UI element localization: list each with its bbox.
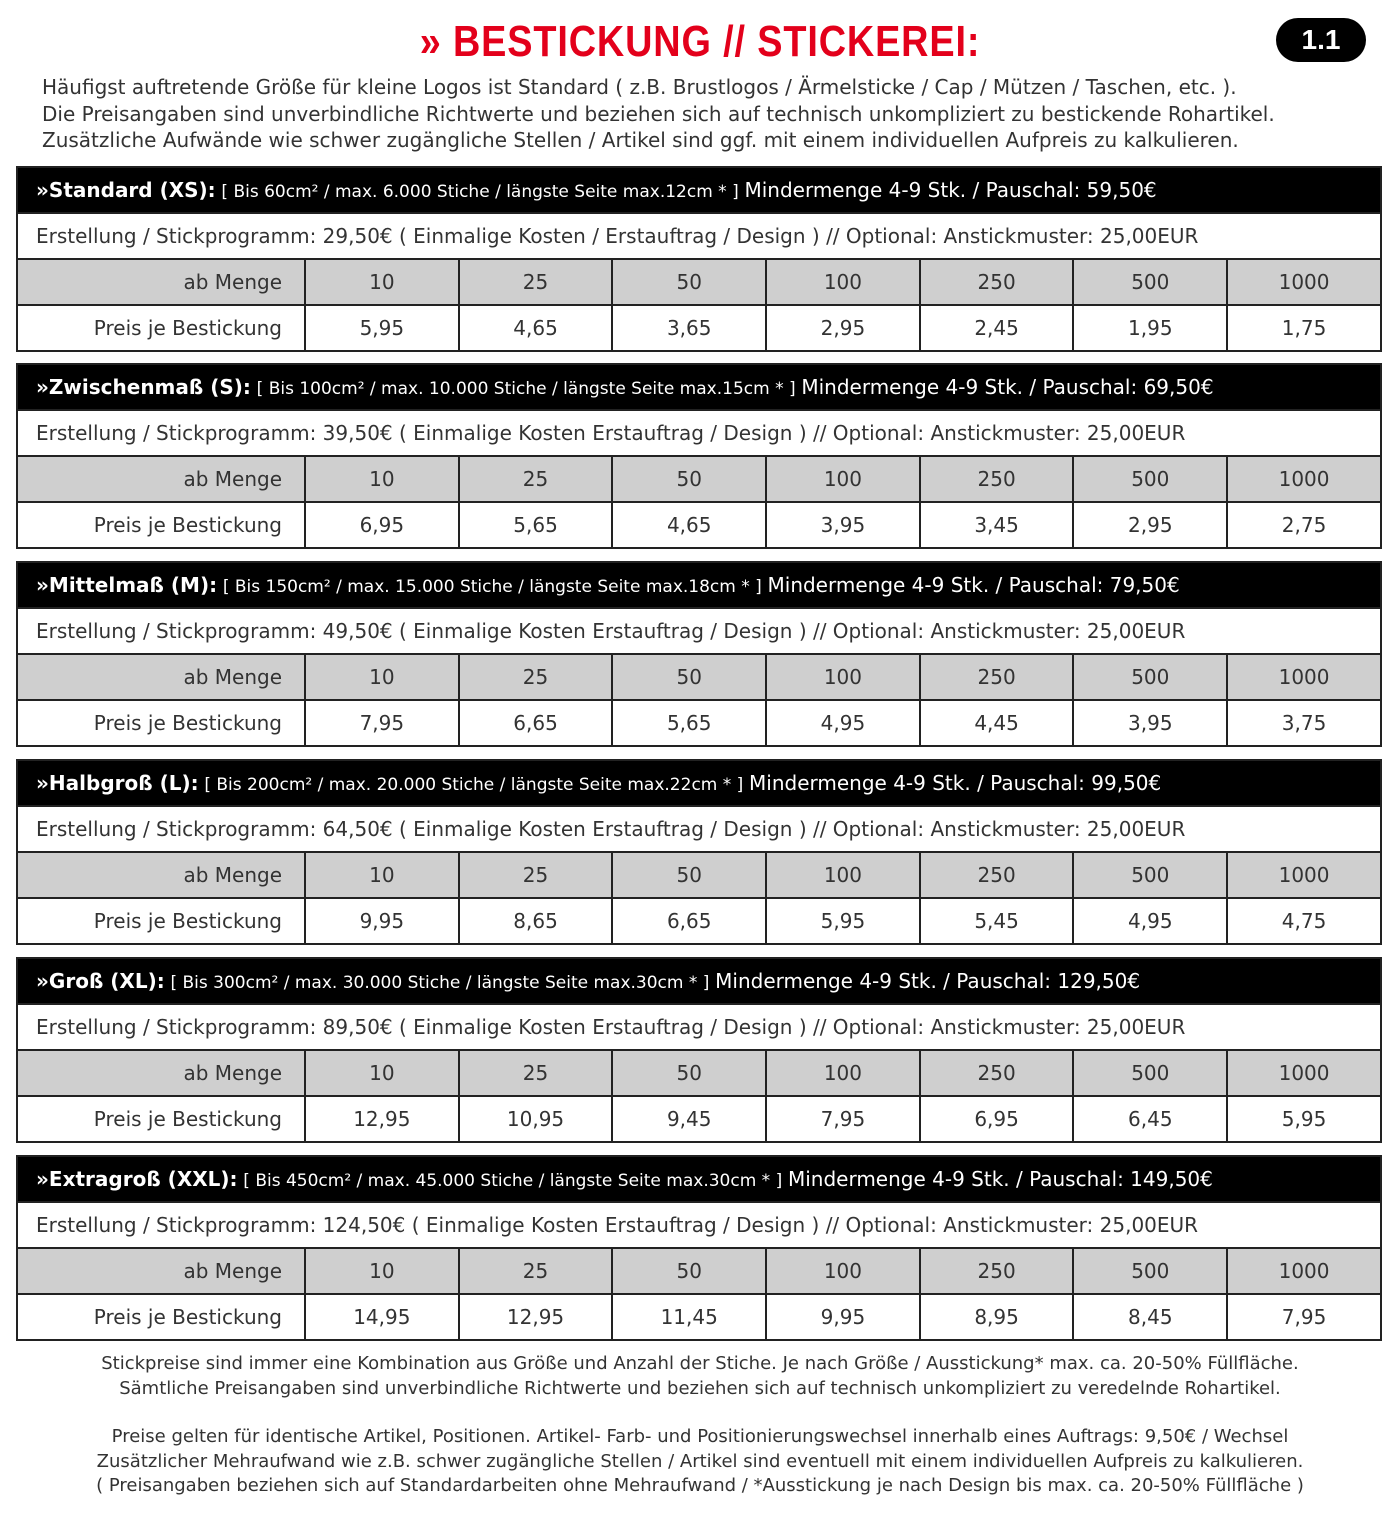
quantity-cell: 250 <box>921 1249 1075 1293</box>
quantity-row <box>18 851 1380 897</box>
price-row <box>18 304 1380 350</box>
size-spec: [ Bis 60cm² / max. 6.000 Stiche / längste Seite max.12cm * ] <box>221 182 739 202</box>
chevron-right-icon: » <box>36 969 49 993</box>
creation-cost-row: Erstellung / Stickprogramm: 49,50€ ( Einmalige Kosten Erstauftrag / Design ) // Optional: Anstickmuster: 25,00EUR <box>18 607 1380 653</box>
quantity-cell: 250 <box>921 655 1075 699</box>
price-cell: 12,95 <box>306 1097 460 1141</box>
footer-line: Preise gelten für identische Artikel, Positionen. Artikel- Farb- und Positionierungswechsel innerhalb eines Auftrags: 9,50€ / Wechsel <box>111 1426 1289 1447</box>
quantity-label: ab Menge <box>18 1051 306 1095</box>
price-cell: 7,95 <box>767 1097 921 1141</box>
creation-cost-row: Erstellung / Stickprogramm: 124,50€ ( Einmalige Kosten Erstauftrag / Design ) // Optional: Anstickmuster: 25,00EUR <box>18 1201 1380 1247</box>
quantity-label: ab Menge <box>18 457 306 501</box>
price-cell: 9,95 <box>767 1295 921 1339</box>
creation-cost-row: Erstellung / Stickprogramm: 89,50€ ( Einmalige Kosten Erstauftrag / Design ) // Optional: Anstickmuster: 25,00EUR <box>18 1003 1380 1049</box>
quantity-cell: 500 <box>1074 655 1228 699</box>
quantity-cell: 1000 <box>1278 665 1330 689</box>
size-name: Groß (XL): <box>48 969 165 993</box>
intro-line: Zusätzliche Aufwände wie schwer zugängliche Stellen / Artikel sind ggf. mit einem individuellen Aufpreis zu kalkulieren. <box>42 128 1239 152</box>
table-header <box>18 1157 1380 1201</box>
table-header <box>18 563 1380 607</box>
creation-cost-row: Erstellung / Stickprogramm: 39,50€ ( Einmalige Kosten Erstauftrag / Design ) // Optional: Anstickmuster: 25,00EUR <box>18 409 1380 455</box>
price-label: Preis je Bestickung <box>18 1295 306 1339</box>
price-cell: 4,45 <box>921 701 1075 745</box>
quantity-cell: 100 <box>767 260 921 304</box>
price-cell: 4,65 <box>460 306 614 350</box>
quantity-label: ab Menge <box>18 853 306 897</box>
price-cell: 12,95 <box>460 1295 614 1339</box>
price-cell: 6,45 <box>1074 1097 1228 1141</box>
minimum-order-info: Mindermenge 4-9 Stk. / Pauschal: 149,50€ <box>787 1167 1213 1191</box>
size-name: Standard (XS): <box>48 178 216 202</box>
chevron-right-icon: » <box>36 771 49 795</box>
size-spec: [ Bis 100cm² / max. 10.000 Stiche / längste Seite max.15cm * ] <box>256 379 796 399</box>
price-cell: 6,95 <box>921 1097 1075 1141</box>
creation-cost-row: Erstellung / Stickprogramm: 29,50€ ( Einmalige Kosten / Erstauftrag / Design ) // Optional: Anstickmuster: 25,00EUR <box>18 212 1380 258</box>
quantity-cell: 250 <box>921 1051 1075 1095</box>
price-cell: 6,65 <box>460 701 614 745</box>
intro-line: Die Preisangaben sind unverbindliche Richtwerte und beziehen sich auf technisch unkompliziert zu bestickende Rohartikel. <box>42 101 1275 126</box>
quantity-cell: 10 <box>306 1051 460 1095</box>
price-cell: 1,75 <box>1281 316 1327 340</box>
price-cell: 3,45 <box>921 503 1075 547</box>
price-label: Preis je Bestickung <box>18 899 306 943</box>
price-row <box>18 897 1380 943</box>
price-cell: 8,45 <box>1074 1295 1228 1339</box>
quantity-cell: 50 <box>613 655 767 699</box>
quantity-cell: 25 <box>460 853 614 897</box>
quantity-cell: 25 <box>460 260 614 304</box>
quantity-cell: 100 <box>767 1249 921 1293</box>
price-cell: 11,45 <box>613 1295 767 1339</box>
price-cell: 2,75 <box>1281 513 1327 537</box>
price-label: Preis je Bestickung <box>18 503 306 547</box>
price-table <box>16 759 1382 945</box>
minimum-order-info: Mindermenge 4-9 Stk. / Pauschal: 129,50€ <box>715 969 1141 993</box>
price-cell: 5,45 <box>921 899 1075 943</box>
size-name: Extragroß (XXL): <box>48 1167 238 1191</box>
quantity-cell: 500 <box>1074 853 1228 897</box>
page-number-badge: 1.1 <box>1276 18 1366 62</box>
quantity-cell: 100 <box>767 655 921 699</box>
size-spec: [ Bis 450cm² / max. 45.000 Stiche / längste Seite max.30cm * ] <box>243 1171 783 1191</box>
price-row <box>18 699 1380 745</box>
footer-notes-a <box>0 1352 1400 1401</box>
price-cell: 3,95 <box>767 503 921 547</box>
chevron-right-icon: » <box>36 573 49 597</box>
price-cell: 5,65 <box>613 701 767 745</box>
quantity-cell: 1000 <box>1278 863 1330 887</box>
price-cell: 2,95 <box>1074 503 1228 547</box>
table-header <box>18 168 1380 212</box>
minimum-order-info: Mindermenge 4-9 Stk. / Pauschal: 69,50€ <box>801 375 1214 399</box>
creation-cost-row: Erstellung / Stickprogramm: 64,50€ ( Einmalige Kosten Erstauftrag / Design ) // Optional: Anstickmuster: 25,00EUR <box>18 805 1380 851</box>
quantity-cell: 500 <box>1074 1249 1228 1293</box>
price-cell: 3,75 <box>1281 711 1327 735</box>
price-cell: 5,95 <box>767 899 921 943</box>
quantity-cell: 10 <box>306 260 460 304</box>
quantity-cell: 1000 <box>1278 467 1330 491</box>
footer-line: Stickpreise sind immer eine Kombination aus Größe und Anzahl der Stiche. Je nach Größe / Ausstickung* max. ca. 20-50% Füllfläche. <box>101 1353 1299 1374</box>
quantity-cell: 250 <box>921 853 1075 897</box>
price-table <box>16 166 1382 352</box>
price-cell: 14,95 <box>306 1295 460 1339</box>
chevron-right-icon: » <box>36 375 49 399</box>
price-label: Preis je Bestickung <box>18 306 306 350</box>
price-cell: 5,65 <box>460 503 614 547</box>
minimum-order-info: Mindermenge 4-9 Stk. / Pauschal: 79,50€ <box>767 573 1180 597</box>
price-cell: 8,95 <box>921 1295 1075 1339</box>
quantity-row <box>18 1247 1380 1293</box>
quantity-row <box>18 455 1380 501</box>
footer-line: Zusätzlicher Mehraufwand wie z.B. schwer zugängliche Stellen / Artikel sind eventuell mit einem individuellen Aufpreis zu kalkulieren. <box>96 1450 1304 1472</box>
price-table <box>16 561 1382 747</box>
price-cell: 7,95 <box>306 701 460 745</box>
quantity-cell: 250 <box>921 260 1075 304</box>
quantity-row <box>18 1049 1380 1095</box>
intro-text <box>42 74 1382 154</box>
table-header <box>18 761 1380 805</box>
quantity-cell: 100 <box>767 1051 921 1095</box>
quantity-cell: 100 <box>767 853 921 897</box>
quantity-cell: 10 <box>306 1249 460 1293</box>
quantity-cell: 100 <box>767 457 921 501</box>
footer-notes-b <box>0 1425 1400 1499</box>
quantity-cell: 50 <box>613 260 767 304</box>
price-table <box>16 1155 1382 1341</box>
quantity-cell: 25 <box>460 1249 614 1293</box>
size-spec: [ Bis 150cm² / max. 15.000 Stiche / längste Seite max.18cm * ] <box>222 577 762 597</box>
quantity-cell: 1000 <box>1278 1061 1330 1085</box>
price-cell: 9,95 <box>306 899 460 943</box>
chevron-right-icon: » <box>36 178 49 202</box>
price-cell: 5,95 <box>306 306 460 350</box>
quantity-cell: 10 <box>306 853 460 897</box>
quantity-cell: 1000 <box>1278 270 1330 294</box>
footer-line: Sämtliche Preisangaben sind unverbindliche Richtwerte und beziehen sich auf technisch unkompliziert zu veredelnde Rohartikel. <box>119 1377 1281 1399</box>
price-cell: 2,45 <box>921 306 1075 350</box>
price-cell: 8,65 <box>460 899 614 943</box>
quantity-cell: 25 <box>460 1051 614 1095</box>
table-header <box>18 365 1380 409</box>
size-name: Halbgroß (L): <box>48 771 199 795</box>
quantity-cell: 10 <box>306 457 460 501</box>
quantity-cell: 250 <box>921 457 1075 501</box>
price-cell: 2,95 <box>767 306 921 350</box>
price-cell: 4,75 <box>1281 909 1327 933</box>
quantity-cell: 25 <box>460 655 614 699</box>
quantity-cell: 50 <box>613 1249 767 1293</box>
intro-line: Häufigst auftretende Größe für kleine Logos ist Standard ( z.B. Brustlogos / Ärmelsticke / Cap / Mützen / Taschen, etc. ). <box>42 75 1237 99</box>
price-cell: 9,45 <box>613 1097 767 1141</box>
price-cell: 5,95 <box>1281 1107 1327 1131</box>
quantity-cell: 50 <box>613 1051 767 1095</box>
quantity-cell: 50 <box>613 853 767 897</box>
table-header <box>18 959 1380 1003</box>
quantity-cell: 500 <box>1074 457 1228 501</box>
price-table <box>16 363 1382 549</box>
price-cell: 3,65 <box>613 306 767 350</box>
price-label: Preis je Bestickung <box>18 701 306 745</box>
size-name: Zwischenmaß (S): <box>48 375 251 399</box>
price-cell: 1,95 <box>1074 306 1228 350</box>
price-label: Preis je Bestickung <box>18 1097 306 1141</box>
page-title: » BESTICKUNG // STICKEREI: <box>419 17 981 66</box>
price-cell: 10,95 <box>460 1097 614 1141</box>
quantity-cell: 1000 <box>1278 1259 1330 1283</box>
minimum-order-info: Mindermenge 4-9 Stk. / Pauschal: 59,50€ <box>744 178 1157 202</box>
price-table <box>16 957 1382 1143</box>
price-cell: 6,95 <box>306 503 460 547</box>
price-row <box>18 1293 1380 1339</box>
quantity-cell: 500 <box>1074 1051 1228 1095</box>
price-cell: 4,65 <box>613 503 767 547</box>
quantity-cell: 25 <box>460 457 614 501</box>
footer-line: ( Preisangaben beziehen sich auf Standardarbeiten ohne Mehraufwand / *Ausstickung je nach Design bis max. ca. 20-50% Füllfläche ) <box>96 1475 1304 1496</box>
quantity-label: ab Menge <box>18 260 306 304</box>
price-cell: 4,95 <box>1074 899 1228 943</box>
size-name: Mittelmaß (M): <box>48 573 218 597</box>
price-row <box>18 501 1380 547</box>
size-spec: [ Bis 200cm² / max. 20.000 Stiche / längste Seite max.22cm * ] <box>204 775 744 795</box>
price-cell: 7,95 <box>1281 1305 1327 1329</box>
quantity-row <box>18 258 1380 304</box>
size-spec: [ Bis 300cm² / max. 30.000 Stiche / längste Seite max.30cm * ] <box>170 973 710 993</box>
quantity-label: ab Menge <box>18 1249 306 1293</box>
quantity-row <box>18 653 1380 699</box>
price-cell: 6,65 <box>613 899 767 943</box>
minimum-order-info: Mindermenge 4-9 Stk. / Pauschal: 99,50€ <box>749 771 1162 795</box>
price-cell: 3,95 <box>1074 701 1228 745</box>
quantity-cell: 10 <box>306 655 460 699</box>
quantity-cell: 50 <box>613 457 767 501</box>
chevron-right-icon: » <box>36 1167 49 1191</box>
price-cell: 4,95 <box>767 701 921 745</box>
quantity-cell: 500 <box>1074 260 1228 304</box>
price-row <box>18 1095 1380 1141</box>
quantity-label: ab Menge <box>18 655 306 699</box>
